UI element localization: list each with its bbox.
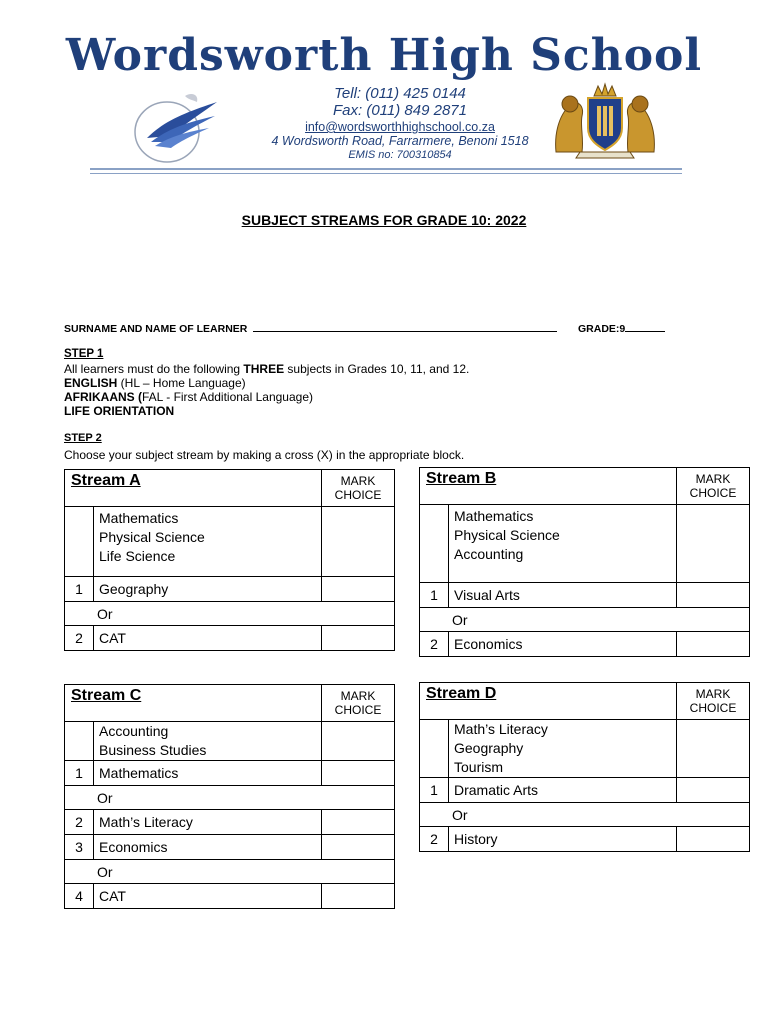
learner-name-field[interactable] — [64, 321, 560, 335]
stream-c-mark-header: MARK CHOICE — [322, 685, 395, 722]
or-label: Or — [420, 803, 750, 827]
stream-a-option-1: Geography — [94, 577, 322, 602]
stream-a-option-2: CAT — [94, 626, 322, 651]
or-label: Or — [420, 608, 750, 632]
stream-d-option-2-mark-box[interactable] — [677, 827, 750, 852]
step2-instruction: Choose your subject stream by making a cross (X) in the appropriate block. — [64, 448, 465, 462]
letterhead-rule-thin — [90, 173, 682, 174]
stream-c-table: Stream C MARK CHOICE Accounting Business Studies 1 Mathematics Or 2 Math’s Literacy 3 Economics Or 4 CAT — [64, 684, 395, 909]
stream-c-title: Stream C — [71, 687, 142, 704]
stream-b-mark-header: MARK CHOICE — [677, 468, 750, 505]
stream-c-option-1: Mathematics — [94, 761, 322, 786]
step2-heading: STEP 2 — [64, 432, 102, 444]
stream-d-option-1: Dramatic Arts — [449, 778, 677, 803]
school-name: Wordsworth High School — [65, 30, 703, 81]
step1-intro: All learners must do the following THREE subjects in Grades 10, 11, and 12. — [64, 362, 470, 376]
step1-afrikaans: AFRIKAANS (FAL - First Additional Language) — [64, 390, 313, 404]
learner-name-blank[interactable] — [253, 321, 557, 332]
stream-b-option-1-mark-box[interactable] — [677, 583, 750, 608]
learner-name-label: SURNAME AND NAME OF LEARNER — [64, 323, 248, 335]
stream-b-title: Stream B — [426, 470, 497, 487]
stream-c-option-3: Economics — [94, 835, 322, 860]
stream-a-option-2-mark-box[interactable] — [322, 626, 395, 651]
letterhead-rule — [90, 168, 682, 170]
school-email-link[interactable]: info@wordsworthhighschool.co.za — [305, 120, 495, 134]
or-label: Or — [65, 786, 395, 810]
stream-b-option-1: Visual Arts — [449, 583, 677, 608]
stream-b-option-2-mark-box[interactable] — [677, 632, 750, 657]
stream-d-option-1-mark-box[interactable] — [677, 778, 750, 803]
step1-english: ENGLISH (HL – Home Language) — [64, 376, 246, 390]
stream-d-option-2: History — [449, 827, 677, 852]
stream-a-option-1-mark-box[interactable] — [322, 577, 395, 602]
or-label: Or — [65, 602, 395, 626]
grade-field[interactable] — [578, 321, 665, 335]
stream-a-title: Stream A — [71, 472, 141, 489]
document-title: SUBJECT STREAMS FOR GRADE 10: 2022 — [241, 212, 527, 228]
stream-d-core-subjects: Math’s Literacy Geography Tourism — [449, 720, 677, 778]
stream-c-core-subjects: Accounting Business Studies — [94, 722, 322, 761]
stream-b-core-mark-box[interactable] — [677, 505, 750, 583]
school-logo-wing — [125, 92, 225, 164]
stream-d-core-mark-box[interactable] — [677, 720, 750, 778]
stream-c-option-2-mark-box[interactable] — [322, 810, 395, 835]
stream-b-table: Stream B MARK CHOICE Mathematics Physical Science Accounting 1 Visual Arts Or 2 Economics — [419, 467, 750, 657]
stream-d-title: Stream D — [426, 685, 497, 702]
stream-d-table: Stream D MARK CHOICE Math’s Literacy Geography Tourism 1 Dramatic Arts Or 2 History — [419, 682, 750, 852]
stream-c-option-2: Math’s Literacy — [94, 810, 322, 835]
step1-heading: STEP 1 — [64, 348, 104, 360]
grade-blank[interactable] — [625, 321, 665, 332]
school-fax: Fax: (011) 849 2871 — [333, 102, 467, 119]
school-emis-number: EMIS no: 700310854 — [348, 149, 452, 161]
or-label: Or — [65, 860, 395, 884]
stream-c-core-mark-box[interactable] — [322, 722, 395, 761]
school-telephone: Tell: (011) 425 0144 — [334, 85, 466, 102]
stream-a-core-mark-box[interactable] — [322, 507, 395, 577]
stream-a-table: Stream A MARK CHOICE Mathematics Physical Science Life Science 1 Geography Or 2 CAT — [64, 469, 395, 651]
stream-c-option-3-mark-box[interactable] — [322, 835, 395, 860]
stream-c-option-1-mark-box[interactable] — [322, 761, 395, 786]
stream-d-mark-header: MARK CHOICE — [677, 683, 750, 720]
step1-life-orientation: LIFE ORIENTATION — [64, 404, 175, 418]
stream-b-option-2: Economics — [449, 632, 677, 657]
stream-b-core-subjects: Mathematics Physical Science Accounting — [449, 505, 677, 583]
stream-c-option-4: CAT — [94, 884, 322, 909]
stream-c-option-4-mark-box[interactable] — [322, 884, 395, 909]
school-address: 4 Wordsworth Road, Farrarmere, Benoni 1518 — [271, 134, 529, 148]
stream-a-core-subjects: Mathematics Physical Science Life Science — [94, 507, 322, 577]
school-crest — [550, 82, 660, 162]
grade-label: GRADE:9 — [578, 323, 626, 335]
stream-a-mark-header: MARK CHOICE — [322, 470, 395, 507]
